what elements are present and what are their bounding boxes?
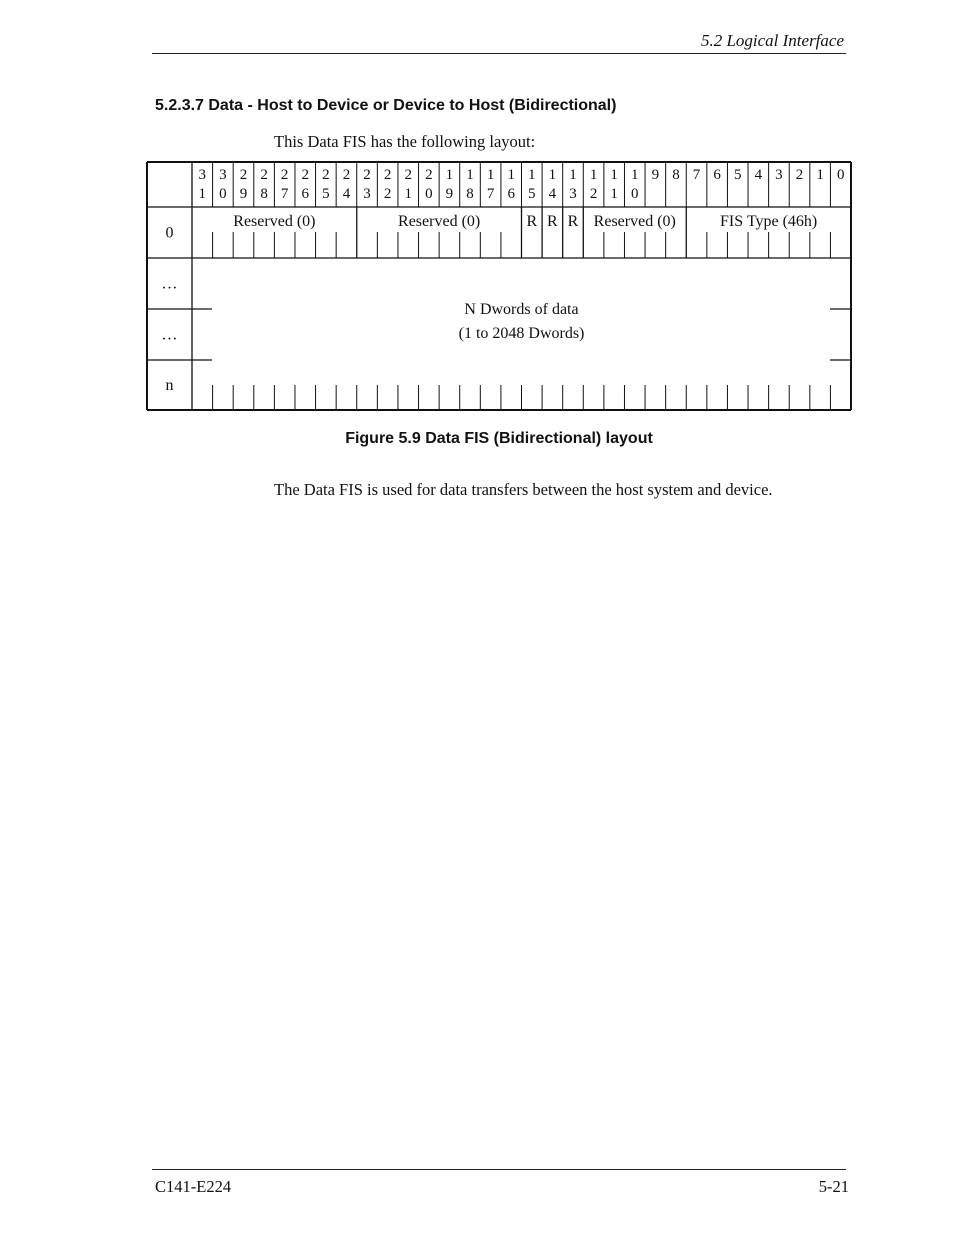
bit-number: 0 [425,186,433,202]
bit-number: 8 [672,167,680,183]
field-label: Reserved (0) [398,213,481,230]
bit-number: 1 [569,167,577,183]
bit-number: 8 [260,186,268,202]
row-label: … [161,326,178,344]
bit-number: 2 [301,167,310,183]
bit-number: 5 [733,167,742,183]
bit-number: 2 [260,167,268,183]
bit-number: 3 [363,186,371,202]
bit-number: 2 [342,167,351,183]
row-label: … [161,275,178,293]
bit-number: 4 [754,167,763,183]
bit-number: 2 [363,167,371,183]
bit-number: 1 [610,167,618,183]
row-label: 0 [165,224,174,242]
field-label: R [567,213,579,230]
bit-number: 2 [383,186,392,202]
field-label: R [547,213,558,230]
bit-number: 1 [589,167,598,183]
row-label: n [165,377,174,394]
bit-number: 1 [610,186,618,202]
bit-number: 2 [795,167,804,183]
section-title: 5.2.3.7 Data - Host to Device or Device to Host (Bidirectional) [155,97,617,114]
bit-number: 1 [404,186,412,202]
bit-number: 1 [816,167,824,183]
data-block-label: N Dwords of data [464,301,579,318]
running-header: 5.2 Logical Interface [700,31,844,50]
bit-number: 1 [445,167,454,183]
bit-number: 6 [713,167,721,183]
bit-number: 1 [631,167,639,183]
bit-number: 7 [692,167,701,183]
bit-number: 7 [486,186,495,202]
bit-number: 5 [322,186,330,202]
bit-number: 2 [383,167,392,183]
bit-number: 7 [280,186,289,202]
bit-number: 2 [322,167,330,183]
field-label: Reserved (0) [593,213,676,230]
figure-caption: Figure 5.9 Data FIS (Bidirectional) layout [345,430,653,447]
bit-number: 3 [219,167,227,183]
bit-number: 2 [280,167,289,183]
bit-number: 4 [548,186,557,202]
bit-number: 2 [404,167,412,183]
data-block-range: (1 to 2048 Dwords) [458,325,585,342]
field-label: R [526,213,538,230]
bit-number: 3 [569,186,577,202]
bit-number: 0 [836,167,845,183]
bit-number: 1 [486,167,495,183]
bit-number: 5 [528,186,536,202]
intro-text: This Data FIS has the following layout: [274,132,536,151]
bit-number: 9 [445,186,454,202]
bit-number: 6 [507,186,515,202]
bit-number: 2 [425,167,433,183]
bit-number: 0 [219,186,227,202]
bit-number: 1 [528,167,536,183]
bit-number: 3 [775,167,783,183]
field-label: FIS Type (46h) [720,213,818,230]
bit-number: 1 [507,167,515,183]
bit-number: 6 [301,186,310,202]
bit-number: 3 [198,167,207,183]
body-paragraph: The Data FIS is used for data transfers between the host system and device. [274,480,773,499]
fis-layout-table [0,0,954,420]
bit-number: 2 [239,167,248,183]
bit-number: 8 [466,186,474,202]
bit-number: 1 [198,186,207,202]
bit-number: 4 [342,186,351,202]
footer-doc-id: C141-E224 [155,1177,232,1196]
bit-number: 2 [589,186,598,202]
bit-number: 1 [548,167,557,183]
bit-number: 1 [466,167,474,183]
field-label: Reserved (0) [233,213,316,230]
bit-number: 9 [239,186,248,202]
footer-rule [152,1169,846,1170]
bit-number: 9 [651,167,660,183]
footer-page-number: 5-21 [818,1177,849,1196]
bit-number: 0 [631,186,639,202]
